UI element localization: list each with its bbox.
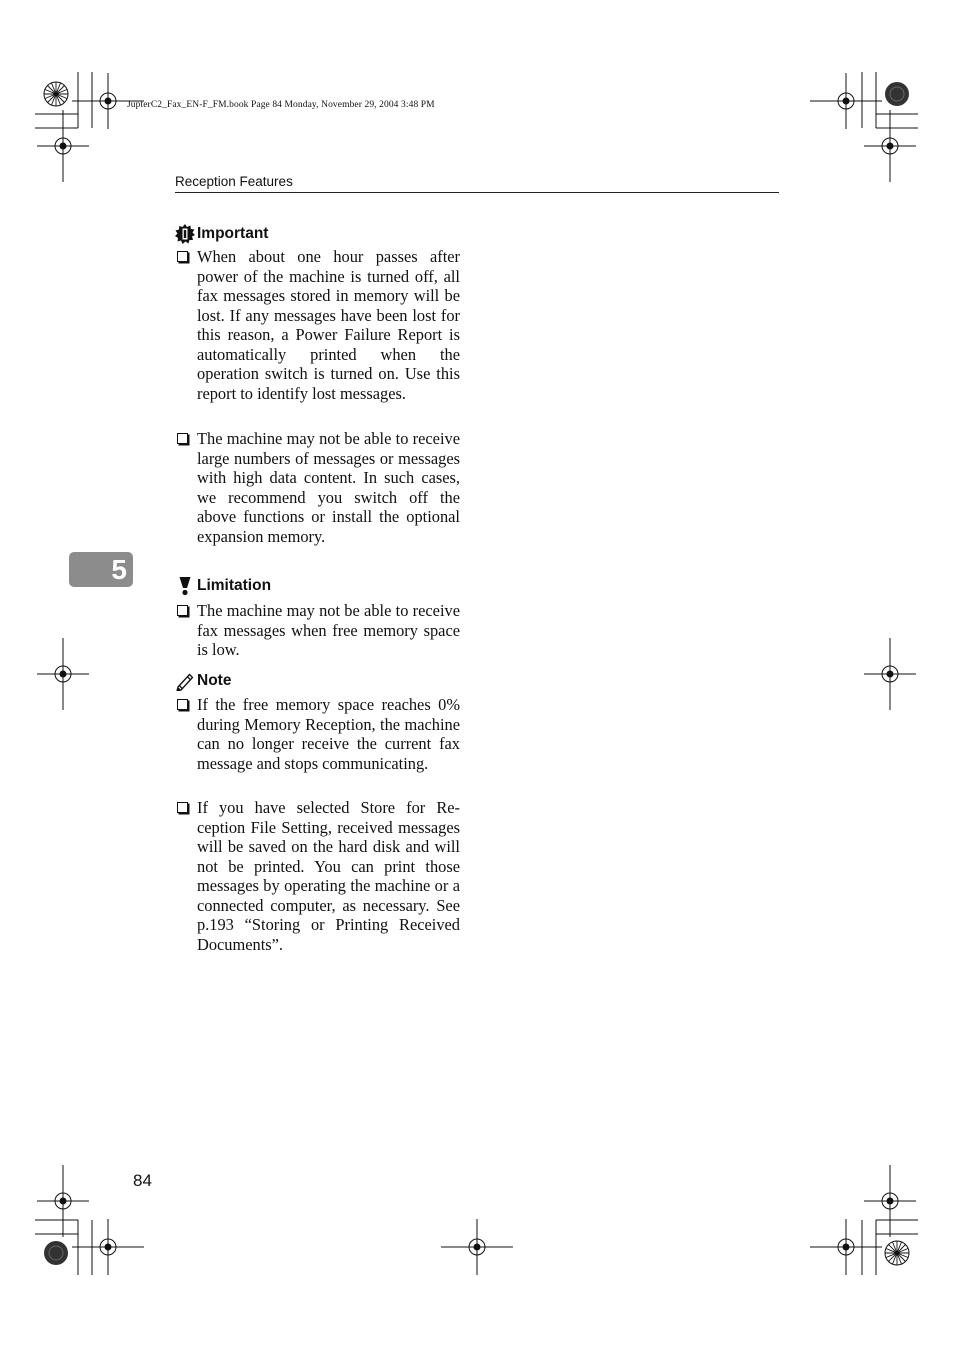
important-title: Important bbox=[197, 225, 269, 242]
checkbox-bullet-icon bbox=[177, 699, 188, 710]
important-item-1 bbox=[175, 247, 460, 403]
list-item-text: The machine may not be able to receive large numbers of messages or messages with high data content. In such cases, we recommend you switch off the above functions or install the optional expansion memory. bbox=[197, 429, 460, 546]
note-title: Note bbox=[197, 672, 232, 689]
important-icon bbox=[175, 224, 195, 244]
chapter-number: 5 bbox=[111, 554, 127, 585]
list-item-text: If you have selected Store for Reception File Setting, received messages will be saved on the hard disk and will not be printed. You can print those messages by operating the machine or a connected computer, as necessary. See p.193 “Storing or Printing Received Documents”. bbox=[197, 798, 460, 954]
limitation-icon bbox=[175, 576, 195, 596]
note-item-1 bbox=[175, 695, 460, 773]
list-item-text: The machine may not be able to receive fax messages when free memory space is low. bbox=[197, 601, 460, 659]
chapter-tab bbox=[69, 552, 133, 587]
important-heading bbox=[175, 224, 268, 244]
running-head: Reception Features bbox=[175, 174, 293, 189]
checkbox-bullet-icon bbox=[177, 433, 188, 444]
limitation-heading bbox=[175, 576, 271, 596]
checkbox-bullet-icon bbox=[177, 605, 188, 616]
limitation-title: Limitation bbox=[197, 577, 272, 594]
note-item-2 bbox=[175, 798, 460, 954]
list-item-text: If the free memory space reaches 0% during Memory Reception, the machine can no longer receive the current fax message and stops communicating. bbox=[197, 695, 460, 773]
checkbox-bullet-icon bbox=[177, 802, 188, 813]
important-item-2 bbox=[175, 429, 460, 546]
page-number: 84 bbox=[133, 1171, 152, 1190]
pencil-icon bbox=[175, 671, 195, 691]
limitation-item-1 bbox=[175, 601, 460, 660]
file-slug: JupterC2_Fax_EN-F_FM.book Page 84 Monday, November 29, 2004 3:48 PM bbox=[127, 100, 435, 110]
note-heading bbox=[175, 671, 231, 691]
list-item-text: When about one hour passes after power of the machine is turned off, all fax messages stored in memory will be lost. If any messages have been lost for this reason, a Power Failure Report is automatically printed when the operation switch is turned on. Use this report to identify lost messages. bbox=[197, 247, 460, 403]
checkbox-bullet-icon bbox=[177, 251, 188, 262]
header-rule bbox=[175, 192, 779, 193]
